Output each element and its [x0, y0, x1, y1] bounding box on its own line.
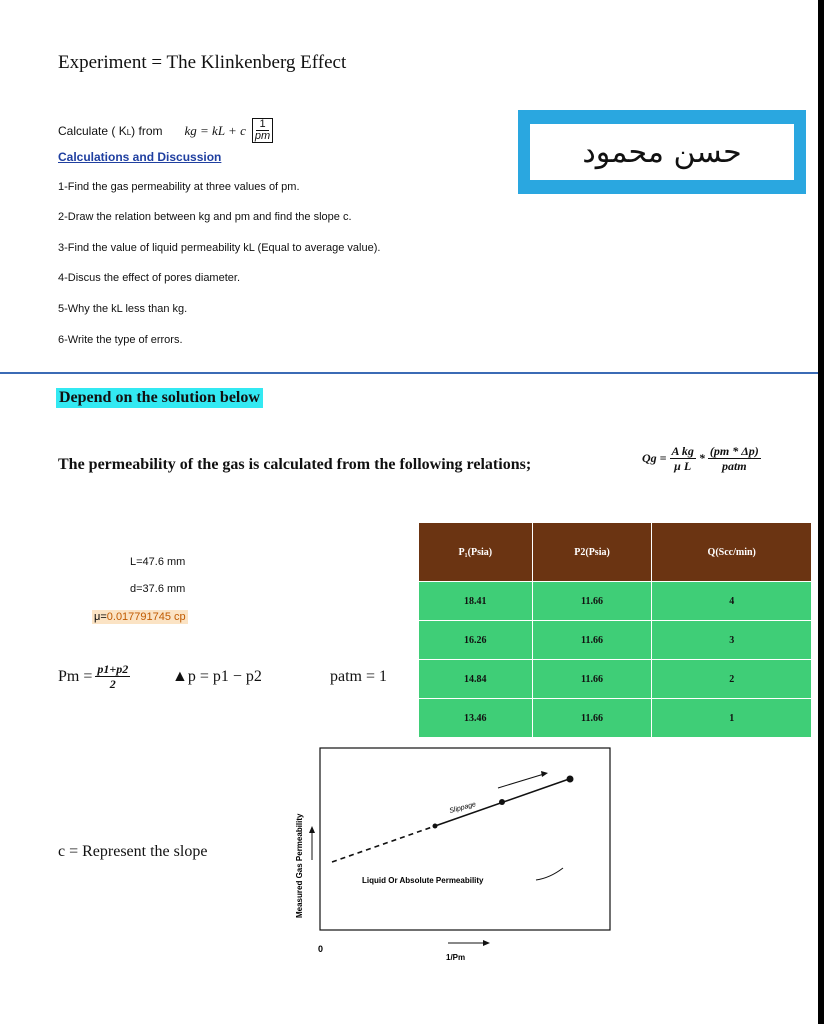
task-item: 6-Write the type of errors.	[58, 334, 183, 346]
task-item: 4-Discus the effect of pores diameter.	[58, 272, 240, 284]
pressure-flow-table	[418, 522, 812, 738]
col-p1: P₁(Psia)	[419, 523, 533, 582]
pm-formula: Pm = $\frac{p1+p2}{2}$	[58, 662, 129, 691]
klinkenberg-equation: kg = kL + c	[184, 122, 246, 138]
trend-arrow-head	[541, 771, 548, 777]
slippage-label: Slippage	[448, 801, 477, 815]
table-cell: 2	[652, 660, 812, 699]
permeability-text: The permeability of the gas is calculated from the following relations;	[58, 456, 532, 473]
table-cell: 14.84	[419, 660, 533, 699]
author-name: حسن محمود	[530, 124, 794, 180]
x-axis-label: 1/Pm	[446, 953, 466, 962]
table-header-row	[419, 523, 812, 582]
table-row	[419, 621, 812, 660]
author-name-box	[518, 110, 806, 194]
task-item: 2-Draw the relation between kg and pm and find the slope c.	[58, 211, 352, 223]
table-cell: 11.66	[532, 621, 652, 660]
table-cell: 11.66	[532, 582, 652, 621]
delta-p-formula: ▲p = p1 − p2	[172, 668, 262, 685]
liquid-permeability-label: Liquid Or Absolute Permeability	[362, 876, 484, 885]
origin-label: 0	[318, 944, 324, 954]
length-param: L=47.6 mm	[130, 556, 186, 568]
col-p2: P2(Psia)	[532, 523, 652, 582]
divider	[0, 372, 818, 374]
x-arrow-head	[483, 940, 490, 946]
gas-flow-equation: Qg = $\frac{\text{A kg}}{\text{μ L}}$ * $\frac{(pm * \Delta p)}{\text{patm}}$	[642, 444, 759, 473]
table-cell: 3	[652, 621, 812, 660]
col-q: Q(Scc/min)	[652, 523, 812, 582]
y-arrow-head	[309, 826, 315, 833]
y-axis-label: Measured Gas Permeability	[295, 813, 304, 918]
table-cell: 16.26	[419, 621, 533, 660]
patm-formula: patm = 1	[330, 668, 388, 685]
data-point	[567, 776, 574, 783]
table-cell: 11.66	[532, 699, 652, 738]
liquid-pointer	[536, 868, 563, 880]
table-cell: 13.46	[419, 699, 533, 738]
inverse-pm-fraction: $\frac{1}{pm}$	[252, 118, 273, 143]
table-cell: 1	[652, 699, 812, 738]
discussion-link[interactable]: Calculations and Discussion	[58, 150, 222, 164]
diameter-param: d=37.6 mm	[130, 583, 186, 595]
table-row	[419, 699, 812, 738]
graph-frame	[320, 748, 610, 930]
table-cell: 4	[652, 582, 812, 621]
extrapolated-line	[332, 826, 435, 862]
trend-arrow	[498, 774, 544, 788]
depend-label: Depend on the solution below	[56, 388, 263, 408]
viscosity-param: μ=0.017791745 cp	[94, 611, 186, 623]
slope-note: c = Represent the slope	[58, 843, 208, 860]
table-row	[419, 582, 812, 621]
data-point	[433, 824, 438, 829]
task-item: 1-Find the gas permeability at three values of pm.	[58, 181, 300, 193]
table-cell: 11.66	[532, 660, 652, 699]
calculate-instruction	[58, 118, 273, 143]
table-cell: 18.41	[419, 582, 533, 621]
calculate-label: Calculate ( KL) from	[58, 123, 163, 138]
page-title: Experiment = The Klinkenberg Effect	[58, 52, 347, 73]
klinkenberg-graph	[280, 740, 620, 970]
task-item: 3-Find the value of liquid permeability kL (Equal to average value).	[58, 242, 381, 254]
task-item: 5-Why the kL less than kg.	[58, 303, 188, 315]
table-row	[419, 660, 812, 699]
data-point	[499, 799, 505, 805]
